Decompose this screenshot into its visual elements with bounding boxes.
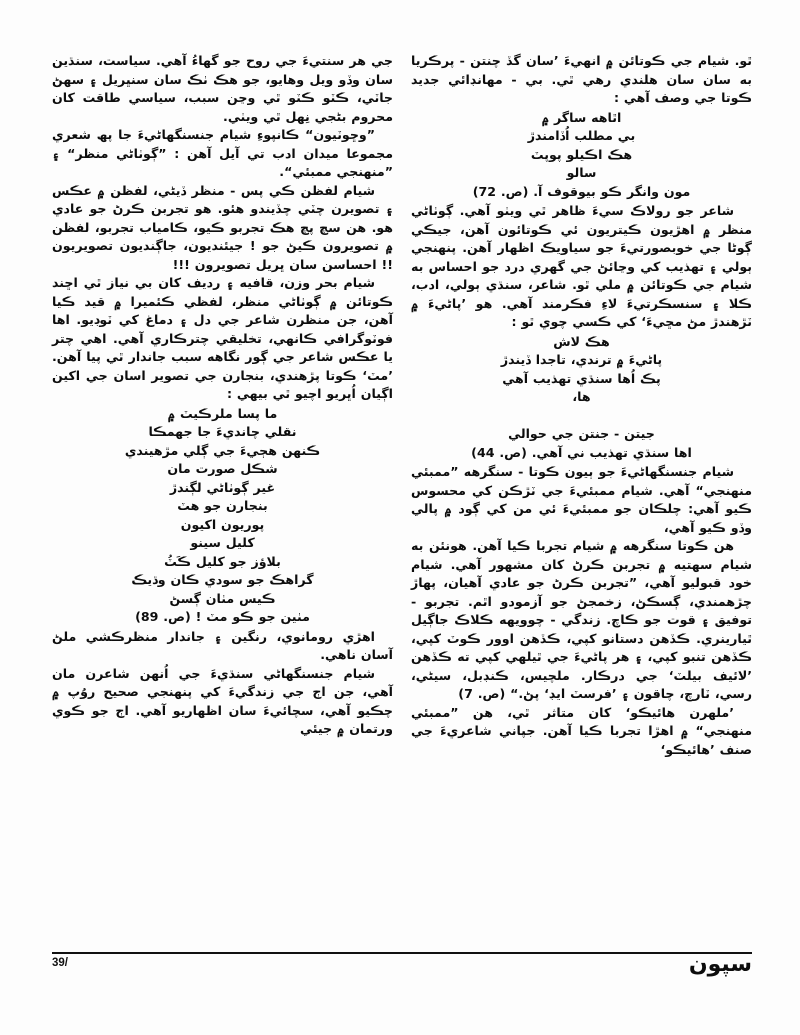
- verse-line-text: مٺين جو ڪو مٽ !: [195, 609, 310, 624]
- paragraph: شيام لفظن ڪي پس - منظر ڏيڻي، لفظن ۾ عڪس ۽ تصويرن چٽي چڏيندو هئو. هو تجربن ڪرڻ جو عادي هو. هن سچ پچ هڪ تجربو ڪيو، ڪامياب تجربو، لفظن ۾ تصويرون ڪيڻ جو ! جيئنديون، جاڳنديون تصويريون !! احساسن سان ڀريل تصويرون !!!: [52, 182, 393, 272]
- verse-line: ڪيس مٺان ڳسڻ: [169, 590, 276, 606]
- page-footer: [52, 952, 752, 992]
- verse-line: هڪ لاش: [553, 333, 610, 349]
- left-column: [411, 52, 752, 947]
- verse-line-with-citation: مون وانگر ڪو بيوقوف آ. (ص. 72): [472, 183, 691, 199]
- verse-block: [411, 333, 752, 463]
- verse-block: [411, 109, 752, 202]
- paragraph: ’ملهرن هائيڪو‘ کان متاثر ٿي، هن ”ممبئي منهنجي“ ۾ اهڙا تجربا ڪيا آهن. جپاني شاعريءَ جي صنف ’هائيڪو‘: [411, 704, 752, 757]
- page-number: 39/: [52, 957, 68, 969]
- verse-citation: (ص. 89): [135, 609, 191, 624]
- verse-line: پڪ اُها سنڌي تهذيب آهي: [502, 370, 661, 386]
- verse-line: ها،: [572, 389, 591, 404]
- verse-line: بنجارن جو هٽ: [177, 498, 268, 513]
- footer-divider: [52, 952, 752, 954]
- paragraph: شاعر جو رولاڪ سيءَ ظاهر ٿي ويٺو آهي. ڳوٺاڻي منظر ۾ اهڙيون ڪيتريون ئي ڪوتائون آهن، جيڪي ڳوڻا جي خوبصورتيءَ جو سياويڪ اظهار آهن. پنهنجي ٻولي ۽ تهذيب کي وڃائڻ جي گهري درد جو احساس به شيام جي ڪوتائن ۾ ملي ٿو. شاعر، سنڌي ٻولي، ادب، ڪلا ۽ سنسڪرتيءَ لاءِ فڪرمند آهي. هو ’پاڻيءَ ۾ ٽڙهندڙ مڻ مڇيءَ‘ کي ڪسي چوي ٿو :: [411, 203, 752, 329]
- verse-line: سالو: [566, 165, 597, 180]
- verse-spacer: [579, 408, 584, 423]
- verse-line: غير ڳوٺاڻي لڳندڙ: [169, 479, 276, 495]
- verse-citation-line: اها سنڌي تهذيب ني آهي. (ص. 44): [471, 444, 692, 460]
- verse-line: هڪ اڪيلو پوپٽ: [530, 146, 633, 162]
- journal-title: سپون: [688, 952, 752, 977]
- verse-block: [52, 405, 393, 627]
- verse-line: بي مطلب اُڏامندڙ: [527, 128, 636, 143]
- right-column: [52, 52, 393, 947]
- verse-line-with-citation: [52, 608, 393, 627]
- verse-line: اٿاهه ساگر ۾: [541, 109, 622, 125]
- paragraph: شيام جنسنگهاڻي سنڌيءَ جي اُنهن شاعرن مان آهي، جن اڄ جي زندگيءَ کي پنهنجي صحيح روُپ ۾ چڪيو آهي، سچائيءَ سان اظهاريو آهي. اڄ جو ڪوي ورتمان ۾ جيئي: [52, 665, 393, 736]
- verse-line: شڪل صورت مان: [167, 461, 278, 476]
- paragraph: جي هر سنتيءَ جي روح جو گهاءُ آهي. سياست، سنڌين سان وڏو ويل وهايو، جو هڪ ٺڪ سان سنڀريل ۽ سهڻ جاٽي، ڪٽو ڪٽو ٿي وڃن سبب، سياسي طاقت کان محروم بڻجي نِهل ٿي ويٺي.: [52, 53, 393, 124]
- paragraph: ٿو. شيام جي ڪوتائن ۾ انهيءَ ’سان گڏ چنتن - پرڪريا به سان سان هلندي رهي ٿي. بي - مهانڊائي جديد ڪوتا جي وصف آهي :: [411, 53, 752, 105]
- paragraph: اهڙي رومانوي، رنگين ۽ جاندار منظرڪشي ملڻ آسان ناهي.: [52, 628, 393, 662]
- verse-line: بلاؤز جو کليل ڪَٽُ: [164, 553, 281, 569]
- verse-line: کليل سينو: [190, 535, 255, 550]
- two-column-body: [52, 52, 752, 947]
- paragraph: شيام بحر وزن، قافيه ۽ رديف کان بي نياز ٿي اڇند ڪوتائن ۾ ڳوٺاڻي منظر، لفظي ڪئميرا ۾ قيد ڪيا آهن، جن منظرن شاعر جي دل ۽ دماغ کي ٽوڊيو. اها فوٽوگرافي ڪانهي، تخليقي چترڪاري آهي. اهي چتر يا عڪس شاعر جي ڳور نگاهه سبب جاندار ٿي پيا آهن. ’مٽ‘ ڪوتا پڙهندي، بنجارن جي تصوير اسان جي اکين اڳيان اُڀريو اچيو ٿي بيهي :: [52, 275, 393, 401]
- verse-line: پاڻيءَ ۾ ترندي، تاجدا ڏيندڙ: [500, 352, 663, 367]
- paragraph: شيام جنسنگهاڻيءَ جو ٻيون ڪوتا - سنگرهه ”ممبئي منهنجي“ آهي. شيام ممبئيءَ جي ٽڙڪن کي محسوس ڪيو آهي: چلڪان جو ممبئيءَ ئي من کي ڳود ۾ پالي وڏو ڪيو آهي،: [411, 464, 752, 535]
- verse-line: جيتن - جنتن جي حوالي: [508, 426, 655, 441]
- verse-line: پوريون اکيون: [180, 516, 265, 532]
- verse-line: گراهڪ جو سودي ڪان وڌيڪ: [131, 572, 314, 587]
- verse-line: ما پسا ملرڪيٽ ۾: [167, 405, 278, 421]
- verse-line: ڪنهن هڄيءَ جي ڳلي مڙهيندي: [124, 442, 321, 458]
- paragraph: ”وڇوٽيون“ ڪانپوءِ شيام جنسنگهاڻيءَ جا پھ شعري مجموعا ميدان ادب تي آيل آهن : ”ڳوٺاڻي منظر“ ۽ ”منهنجي ممبئي“.: [52, 127, 393, 179]
- paragraph: هن ڪوتا سنگرهه ۾ شيام تجربا ڪيا آهن. هونئن به شيام سهتيه ۾ تجربن ڪرڻ کان مشهور آهي. شيام خود قبوليو آهي، ”تجربن ڪرڻ جو عادي آهيان، پهاڙ چڙهمندي، ڳسڪڻ، زخمجڻ جو آزمودو اٿم. تجربو - توفيق ۽ قوت جو ڪاچ. زندگي - چوويهه ڪلاڪ جاڳيل ٿيارينري. ڪڏهن دستانو کپي، ڪڏهن اوور ڪوٽ کپي، ڪڏهن تنبو کپي، ۽ هر پاڻيءَ جي ٿيلهي کپي ته ڪڏهن ’لائيف بيلٽ‘ جي درڪار. ملچيس، ڪنڊبل، سيڻي، رسي، ٽارچ، چاقون ۽ ’فرسٽ ايڊ‘ پڻ.“ (ص. 7): [411, 538, 752, 701]
- verse-line: نقلي چانديءَ جا جهمڪا: [148, 424, 297, 439]
